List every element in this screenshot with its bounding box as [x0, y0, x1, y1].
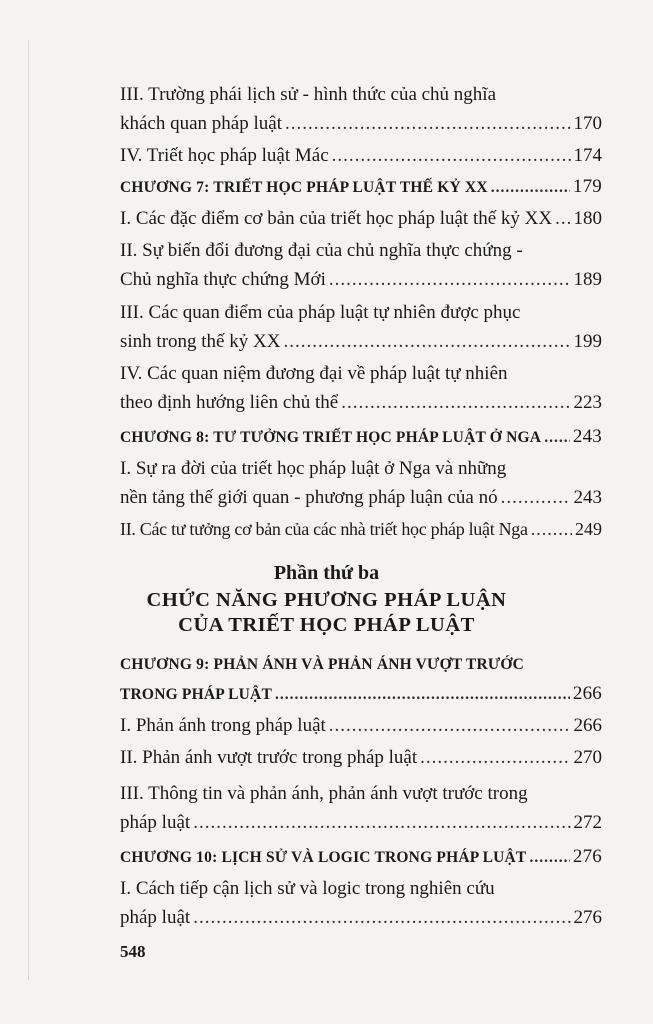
- toc-entry: [120, 80, 602, 138]
- toc-entry: [120, 515, 602, 544]
- toc-entry-text: III. Trường phái lịch sử - hình thức của chủ nghĩa: [120, 84, 497, 105]
- toc-page-number: 243: [572, 426, 602, 447]
- dot-leader: [193, 808, 570, 837]
- binding-edge: [28, 40, 29, 980]
- toc-chapter: [120, 172, 602, 202]
- dot-leader: [332, 141, 571, 170]
- toc-entry-text: II. Các tư tưởng cơ bản của các nhà triết học pháp luật Nga: [120, 519, 528, 539]
- toc-entry: [120, 779, 602, 837]
- chapter-title: CHƯƠNG 8: TƯ TƯỞNG TRIẾT HỌC PHÁP LUẬT Ở NGA: [120, 429, 542, 446]
- dot-leader: [544, 423, 570, 452]
- dot-leader: [329, 711, 571, 740]
- dot-leader: [285, 109, 571, 138]
- toc-entry: [120, 236, 602, 294]
- page-number: 548: [120, 942, 146, 961]
- toc-entry: [120, 204, 602, 233]
- toc-entry-text: II. Sự biến đổi đương đại của chủ nghĩa thực chứng -: [120, 240, 523, 261]
- dot-leader: [193, 903, 570, 932]
- toc-page-number: 243: [573, 487, 602, 508]
- toc-page-number: 266: [572, 683, 602, 704]
- chapter-title: CHƯƠNG 10: LỊCH SỬ VÀ LOGIC TRONG PHÁP LUẬT: [120, 849, 527, 866]
- part-title: CỦA TRIẾT HỌC PHÁP LUẬT: [178, 614, 475, 636]
- toc-chapter: [120, 842, 602, 872]
- toc-entry-text: Chủ nghĩa thực chứng Mới: [120, 269, 326, 290]
- toc-page-number: 170: [573, 113, 602, 134]
- toc-entry-text: I. Cách tiếp cận lịch sử và logic trong nghiên cứu: [120, 878, 495, 899]
- dot-leader: [501, 483, 571, 512]
- part-label: Phần thứ ba: [273, 562, 380, 584]
- toc-entry-text: III. Các quan điểm của pháp luật tự nhiên được phục: [120, 302, 521, 323]
- toc-page-number: 199: [573, 331, 602, 352]
- toc-page-number: 270: [573, 747, 602, 768]
- dot-leader: [275, 680, 570, 709]
- dot-leader: [531, 515, 572, 544]
- toc-page-number: 249: [575, 519, 602, 539]
- toc-page-number: 223: [573, 392, 602, 413]
- toc-page-number: 189: [573, 269, 602, 290]
- toc-page-number: 266: [573, 715, 602, 736]
- toc-entry-text: nền tảng thế giới quan - phương pháp luận của nó: [120, 487, 498, 508]
- toc-entry-text: I. Phản ánh trong pháp luật: [120, 715, 326, 736]
- dot-leader: [491, 173, 570, 202]
- toc-entry-text: IV. Triết học pháp luật Mác: [120, 145, 329, 166]
- part-title: CHỨC NĂNG PHƯƠNG PHÁP LUẬN: [146, 589, 507, 611]
- toc-entry-text: pháp luật: [120, 812, 191, 833]
- toc-entry-text: IV. Các quan niệm đương đại về pháp luật tự nhiên: [120, 363, 508, 384]
- toc-page-number: 272: [573, 812, 602, 833]
- dot-leader: [555, 204, 570, 233]
- toc-page-number: 180: [573, 208, 602, 229]
- dot-leader: [341, 388, 570, 417]
- chapter-title: CHƯƠNG 9: PHẢN ÁNH VÀ PHẢN ÁNH VƯỢT TRƯỚC: [120, 656, 525, 673]
- toc-entry-text: theo định hướng liên chủ thể: [120, 392, 339, 413]
- toc-entry-text: III. Thông tin và phản ánh, phản ánh vượt trước trong: [120, 783, 528, 804]
- toc-entry: [120, 359, 602, 417]
- toc-entry: [120, 298, 602, 356]
- toc-entry: [120, 874, 602, 932]
- toc-entry-text: pháp luật: [120, 907, 191, 928]
- toc-entry: [120, 141, 602, 170]
- toc-page-number: 179: [572, 176, 602, 197]
- chapter-title: CHƯƠNG 7: TRIẾT HỌC PHÁP LUẬT THẾ KỶ XX: [120, 179, 488, 196]
- toc-entry-text: II. Phản ánh vượt trước trong pháp luật: [120, 747, 418, 768]
- toc-chapter: [120, 650, 602, 709]
- toc-chapter: [120, 422, 602, 452]
- toc-page-number: 276: [573, 907, 602, 928]
- toc-entry-text: I. Các đặc điểm cơ bản của triết học pháp luật thế kỷ XX: [120, 208, 553, 229]
- toc-entry-text: I. Sự ra đời của triết học pháp luật ở Nga và những: [120, 458, 507, 479]
- toc-entry: [120, 711, 602, 740]
- toc-page-number: 276: [572, 846, 602, 867]
- toc-entry: [120, 743, 602, 772]
- dot-leader: [529, 843, 569, 872]
- dot-leader: [329, 265, 571, 294]
- toc-page-number: 174: [573, 145, 602, 166]
- toc-entry-text: khách quan pháp luật: [120, 113, 282, 134]
- dot-leader: [283, 327, 570, 356]
- toc-entry: [120, 454, 602, 512]
- toc-entry-text: sinh trong thế kỷ XX: [120, 331, 281, 352]
- dot-leader: [420, 743, 570, 772]
- chapter-title: TRONG PHÁP LUẬT: [120, 686, 272, 703]
